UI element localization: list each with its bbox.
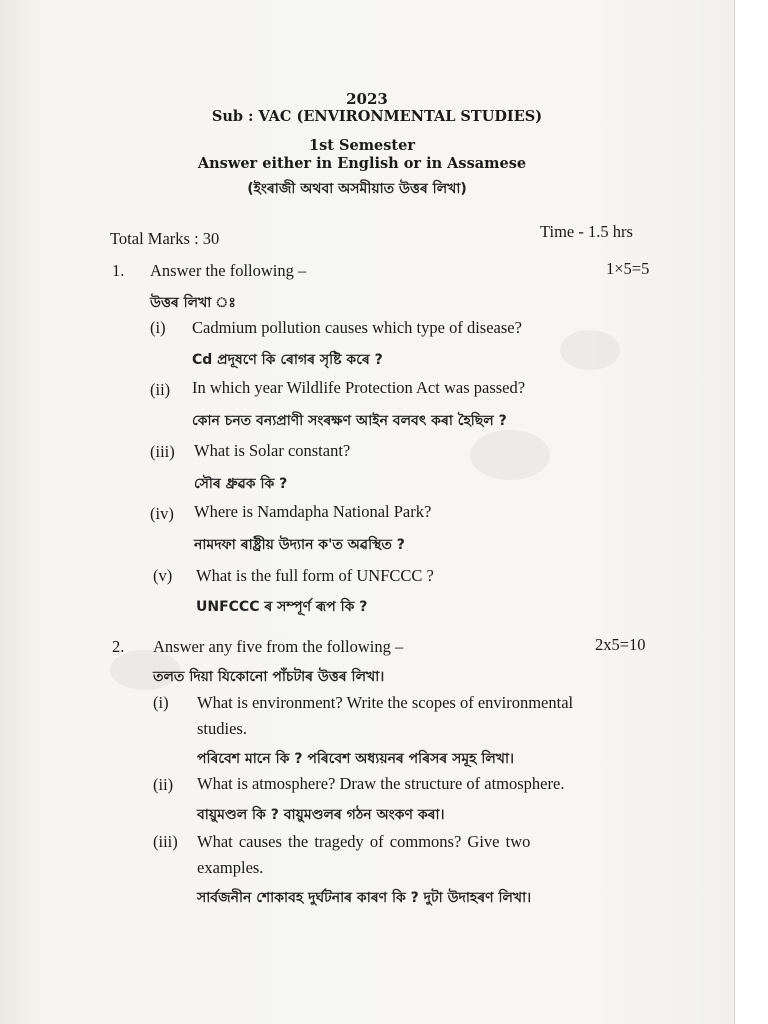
sub-question-text: Where is Namdapha National Park? [194,502,432,521]
sub-question-label: (i) [150,318,166,337]
sub-question-assamese: বায়ুমণ্ডল কি ? বায়ুমণ্ডলৰ গঠন অংকণ কৰা। [197,807,445,823]
sub-question-label: (i) [153,693,169,712]
sub-question-text: What is Solar constant? [194,441,351,460]
sub-question-label: (iii) [150,442,175,461]
subject-title: Sub : VAC (ENVIRONMENTAL STUDIES) [211,108,543,125]
sub-question-text-cont: studies. [197,719,247,738]
exam-time: Time - 1.5 hrs [540,222,633,241]
sub-question-text-cont: examples. [197,858,264,877]
question-prompt-assamese: উত্তৰ লিখা ঃ [150,295,236,311]
sub-question-label: (iv) [150,504,174,523]
sub-question-label: (ii) [150,380,171,399]
language-instruction-assamese: (ইংৰাজী অথবা অসমীয়াত উত্তৰ লিখা) [247,181,467,197]
sub-question-text: What causes the tragedy of commons? Give two [197,832,531,851]
sub-question-assamese: নামদফা ৰাষ্ট্ৰীয় উদ্যান ক'ত অৱস্থিত ? [194,537,405,553]
sub-question-assamese: পৰিবেশ মানে কি ? পৰিবেশ অধ্যয়নৰ পৰিসৰ সমূহ লিখা। [197,751,515,767]
sub-question-label: (iii) [153,832,178,851]
paper-smudge [470,430,550,480]
exam-year: 2023 [346,90,388,108]
total-marks: Total Marks : 30 [110,229,220,248]
sub-question-text: In which year Wildlife Protection Act was passed? [192,378,526,397]
page-edge [734,0,768,1024]
sub-question-assamese: সৌৰ ধ্ৰুৱক কি ? [194,476,288,492]
sub-question-assamese: কোন চনত বন্যপ্ৰাণী সংৰক্ষণ আইন বলবৎ কৰা হৈছিল ? [192,413,507,429]
sub-question-assamese: সাৰ্বজনীন শোকাবহ দুৰ্ঘটনাৰ কাৰণ কি ? দুটা উদাহৰণ লিখা। [197,890,532,906]
paper-smudge [560,330,620,370]
sub-question-label: (v) [153,566,173,585]
semester: 1st Semester [309,137,415,154]
question-number: 1. [112,261,125,280]
language-instruction: Answer either in English or in Assamese [197,155,527,172]
question-prompt: Answer the following – [150,261,307,280]
question-number: 2. [112,637,125,656]
sub-question-text: What is atmosphere? Draw the structure of atmosphere. [197,774,565,793]
question-marks: 2x5=10 [595,635,646,654]
sub-question-text: What is environment? Write the scopes of environmental [197,693,574,712]
sub-question-text: What is the full form of UNFCCC ? [196,566,434,585]
question-prompt: Answer any five from the following – [153,637,404,656]
question-prompt-assamese: তলত দিয়া যিকোনো পাঁচটাৰ উত্তৰ লিখা। [153,669,385,685]
sub-question-assamese: UNFCCC ৰ সম্পূৰ্ণ ৰূপ কি ? [196,599,368,615]
sub-question-label: (ii) [153,775,174,794]
sub-question-text: Cadmium pollution causes which type of disease? [192,318,522,337]
question-marks: 1×5=5 [606,259,650,278]
sub-question-assamese: Cd প্ৰদূষণে কি ৰোগৰ সৃষ্টি কৰে ? [192,352,383,368]
